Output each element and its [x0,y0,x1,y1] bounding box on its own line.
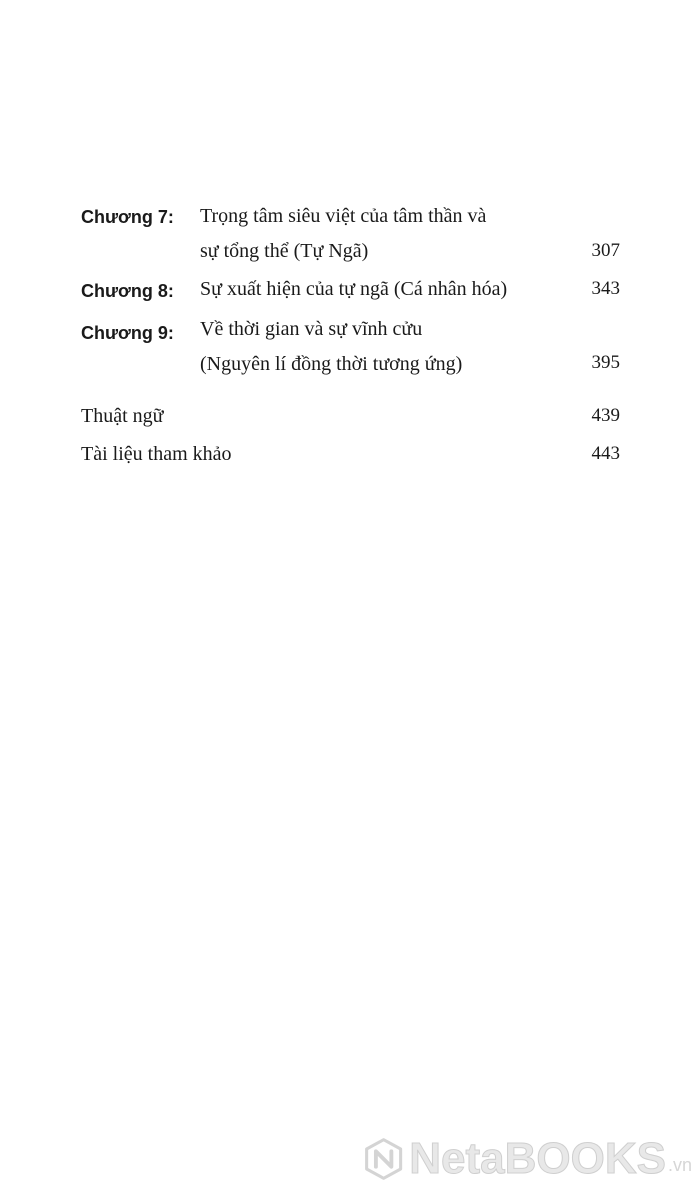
chapter-9-label: Chương 9: [81,323,174,343]
watermark-suffix: .vn [667,1155,692,1175]
chapter-9-title-line-1: Về thời gian và sự vĩnh cửu [200,318,423,340]
chapter-8-label: Chương 8: [81,281,174,301]
references-page: 443 [591,443,620,464]
chapter-7-title-line-1: Trọng tâm siêu việt của tâm thần và [200,205,487,227]
chapter-7-page: 307 [591,240,620,261]
chapter-8-title-line-1: Sự xuất hiện của tự ngã (Cá nhân hóa) [200,278,508,300]
chapter-9-page: 395 [591,352,620,373]
chapter-8-page: 343 [591,278,620,299]
references-title: Tài liệu tham khảo [81,443,232,465]
chapter-9-title-line-2: (Nguyên lí đồng thời tương ứng) [200,353,463,375]
glossary-page: 439 [591,405,620,426]
chapter-7-title-line-2: sự tổng thể (Tự Ngã) [200,240,369,262]
glossary-title: Thuật ngữ [81,405,164,427]
watermark-brand: NetaBOOKS [409,1134,666,1183]
chapter-7-label: Chương 7: [81,207,174,227]
netabooks-watermark [362,1128,692,1190]
netabooks-logo-icon [362,1131,405,1187]
